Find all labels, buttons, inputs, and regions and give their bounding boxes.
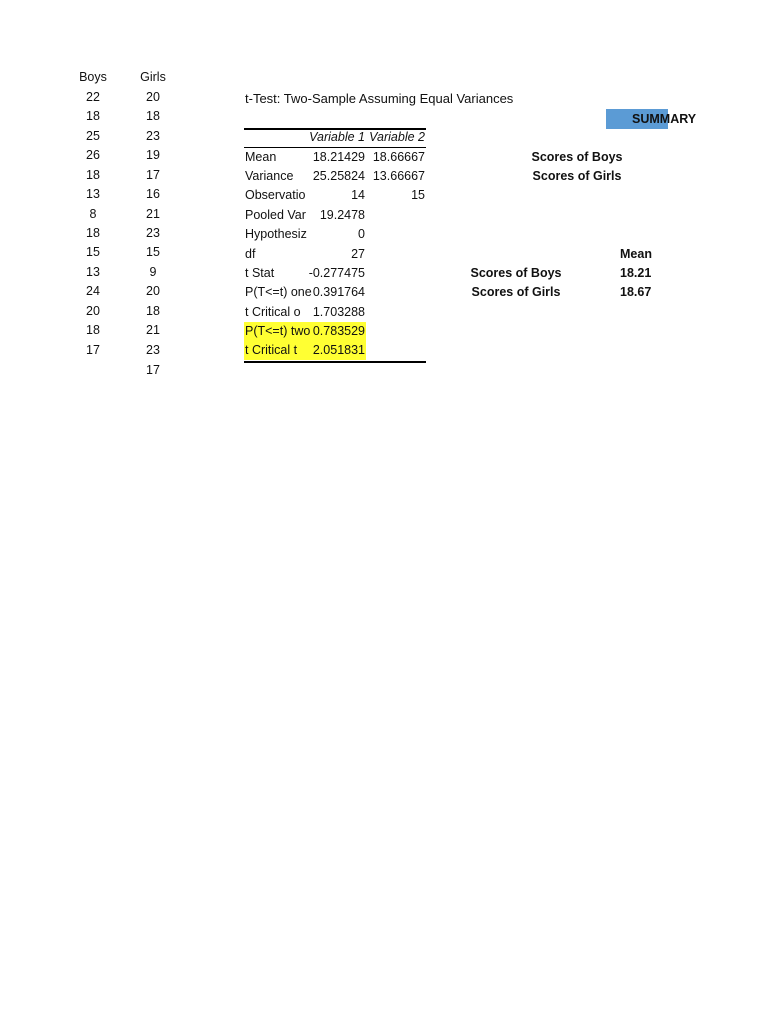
girls-cell[interactable]: 23 [146,343,160,357]
boys-cell[interactable]: 15 [86,245,100,259]
girls-cell[interactable]: 9 [149,265,157,279]
ttest-value1-observations[interactable]: 14 [351,188,365,202]
girls-cell[interactable]: 18 [146,109,160,123]
girls-cell[interactable]: 17 [146,363,160,377]
girls-cell[interactable]: 21 [146,323,160,337]
girls-cell[interactable]: 21 [146,207,160,221]
ttest-value1-t-stat[interactable]: -0.277475 [308,266,365,280]
ttest-value2-mean[interactable]: 18.66667 [372,150,425,164]
girls-cell[interactable]: 19 [146,148,160,162]
boys-cell[interactable]: 25 [86,129,100,143]
boys-cell[interactable]: 24 [86,284,100,298]
ttest-value1-pooled-variance[interactable]: 19.2478 [319,208,365,222]
boys-column-header[interactable]: Boys [79,70,107,84]
boys-cell[interactable]: 18 [86,109,100,123]
boys-cell[interactable]: 17 [86,343,100,357]
ttest-header-variable1[interactable]: Variable 1 [309,130,365,144]
ttest-value1-df[interactable]: 27 [351,247,365,261]
girls-cell[interactable]: 23 [146,129,160,143]
girls-cell[interactable]: 23 [146,226,160,240]
ttest-value2-variance[interactable]: 13.66667 [372,169,425,183]
ttest-value1-hypothesized-difference[interactable]: 0 [358,227,365,241]
ttest-bottom-rule [244,361,426,363]
boys-cell[interactable]: 8 [89,207,97,221]
boys-cell[interactable]: 22 [86,90,100,104]
ttest-value1-t-critical-two-tail[interactable]: 2.051831 [312,343,365,357]
girls-cell[interactable]: 20 [146,90,160,104]
ttest-title[interactable]: t-Test: Two-Sample Assuming Equal Variances [245,91,514,106]
summary-mean-label-boys[interactable]: Scores of Boys [470,266,562,280]
summary-mean-label-girls[interactable]: Scores of Girls [471,285,561,299]
summary-mean-value-girls[interactable]: 18.67 [620,285,652,299]
boys-cell[interactable]: 26 [86,148,100,162]
ttest-label-mean[interactable]: Mean [245,150,277,164]
ttest-label-variance[interactable]: Variance [245,169,294,183]
ttest-label-p-one-tail[interactable]: P(T<=t) one [245,285,312,299]
boys-cell[interactable]: 13 [86,187,100,201]
boys-cell[interactable]: 18 [86,226,100,240]
boys-cell[interactable]: 13 [86,265,100,279]
ttest-label-hypothesized-difference[interactable]: Hypothesiz [245,227,307,241]
girls-cell[interactable]: 16 [146,187,160,201]
boys-cell[interactable]: 18 [86,168,100,182]
ttest-label-t-critical-one-tail[interactable]: t Critical o [245,305,301,319]
ttest-label-pooled-variance[interactable]: Pooled Var [245,208,306,222]
ttest-label-t-stat[interactable]: t Stat [245,266,275,280]
ttest-value1-p-one-tail[interactable]: 0.391764 [312,285,365,299]
summary-header-cell[interactable] [606,109,697,129]
summary-mean-header[interactable]: Mean [620,247,652,261]
ttest-label-observations[interactable]: Observatio [245,188,306,202]
girls-cell[interactable]: 17 [146,168,160,182]
girls-column-header[interactable]: Girls [140,70,166,84]
girls-cell[interactable]: 18 [146,304,160,318]
ttest-label-p-two-tail[interactable]: P(T<=t) two [245,324,311,338]
boys-cell[interactable]: 18 [86,323,100,337]
summary-group-boys[interactable]: Scores of Boys [531,150,623,164]
ttest-value1-t-critical-one-tail[interactable]: 1.703288 [312,305,365,319]
boys-cell[interactable]: 20 [86,304,100,318]
ttest-value1-p-two-tail[interactable]: 0.783529 [312,324,365,338]
summary-group-girls[interactable]: Scores of Girls [532,169,622,183]
ttest-value2-observations[interactable]: 15 [411,188,425,202]
summary-mean-value-boys[interactable]: 18.21 [620,266,652,280]
ttest-header-variable2[interactable]: Variable 2 [369,130,425,144]
ttest-value1-mean[interactable]: 18.21429 [312,150,365,164]
ttest-label-t-critical-two-tail[interactable]: t Critical t [245,343,298,357]
summary-header-label: SUMMARY [632,112,697,126]
girls-cell[interactable]: 20 [146,284,160,298]
ttest-value1-variance[interactable]: 25.25824 [312,169,365,183]
ttest-label-df[interactable]: df [245,247,256,261]
girls-cell[interactable]: 15 [146,245,160,259]
